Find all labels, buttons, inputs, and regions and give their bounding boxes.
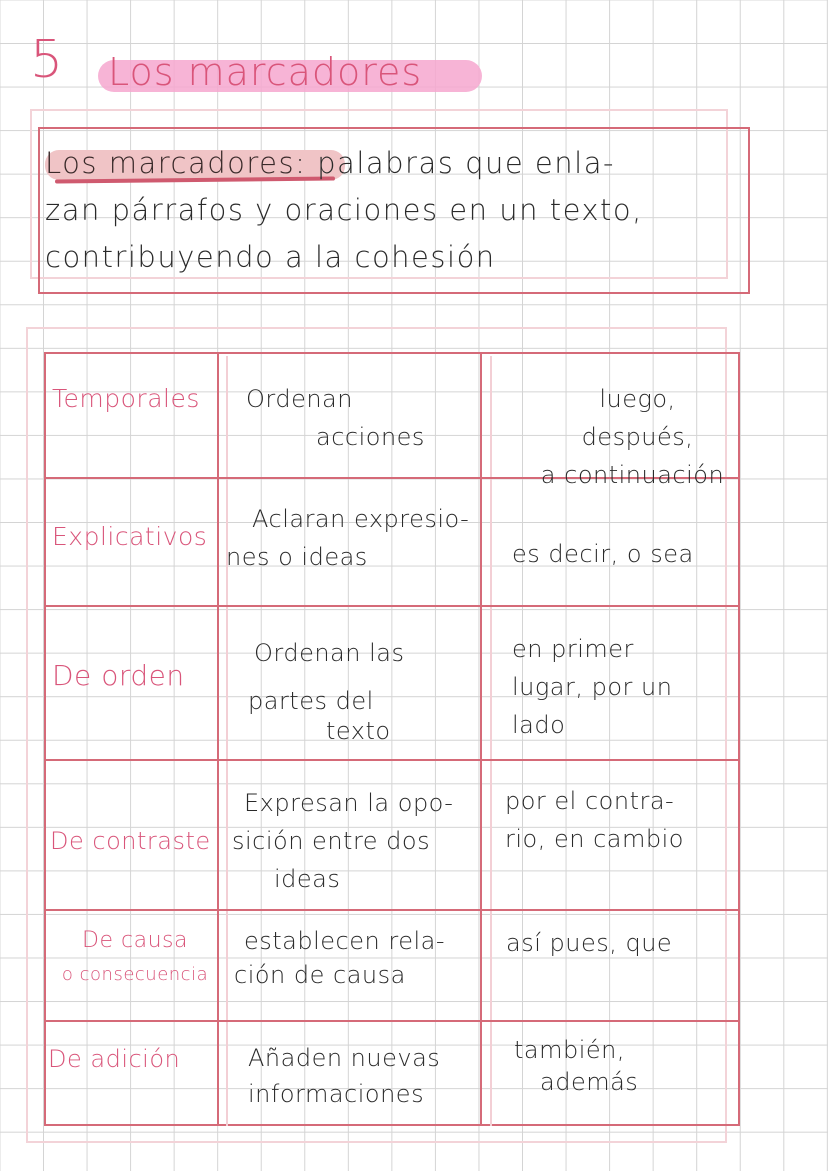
column-divider-2-shadow: [490, 356, 492, 1126]
type-line: o consecuencia: [61, 964, 209, 985]
function-line: establecen rela-: [244, 927, 445, 955]
examples-line: es decir, o sea: [512, 540, 694, 568]
definition-line-text: palabras que enla-: [317, 146, 615, 180]
table-row-3-type: De orden: [52, 659, 185, 692]
row-divider-5: [44, 1020, 740, 1022]
examples-line: rio, en cambio: [505, 825, 684, 853]
table-row-6-examples: [514, 1034, 714, 1098]
function-line: Añaden nuevas: [248, 1044, 441, 1072]
table-row-5-examples: [506, 924, 734, 962]
function-line: acciones: [316, 423, 425, 451]
definition-term: Los marcadores: [45, 146, 296, 180]
table-row-6-function: [248, 1040, 476, 1112]
examples-line: a continuación: [540, 461, 725, 489]
table-row-1-function: [246, 380, 474, 456]
examples-line: también,: [514, 1036, 626, 1064]
table-row-2-type: Explicativos: [52, 522, 208, 551]
table-row-3-function: [248, 634, 476, 750]
table-row-3-examples: [512, 630, 732, 744]
row-divider-3: [44, 759, 740, 761]
function-line: Aclaran expresio-: [252, 505, 470, 533]
examples-line: en primer: [512, 635, 634, 663]
definition-line-1: [45, 140, 745, 187]
examples-line: lado: [512, 711, 566, 739]
function-line: informaciones: [248, 1080, 425, 1108]
table-row-4-examples: [505, 782, 735, 858]
section-number: 5: [30, 30, 64, 90]
function-line: ción de causa: [234, 961, 406, 989]
table-row-6-type: De adición: [48, 1045, 181, 1073]
table-row-2-examples: [512, 535, 732, 573]
type-line: De causa: [82, 928, 188, 953]
table-row-1-type: Temporales: [52, 384, 200, 413]
row-divider-2: [44, 605, 740, 607]
examples-line: luego, después,: [581, 385, 694, 451]
function-line: Ordenan: [246, 385, 353, 413]
function-line: Ordenan las: [254, 639, 405, 667]
definition-line-3: contribuyendo a la cohesión: [45, 240, 496, 274]
examples-line: además: [540, 1068, 639, 1096]
definition-text: [45, 140, 745, 281]
table-row-4-type: De contraste: [50, 827, 211, 855]
column-divider-1-shadow: [226, 356, 228, 1126]
column-divider-1: [217, 352, 219, 1126]
definition-line-2: zan párrafos y oraciones en un texto,: [45, 193, 643, 227]
table-row-1-examples: [530, 380, 735, 494]
table-row-2-function: [226, 500, 476, 576]
definition-separator: :: [295, 146, 307, 180]
column-divider-2: [480, 352, 482, 1126]
function-line: partes del: [248, 687, 374, 715]
function-line: nes o ideas: [226, 543, 368, 571]
table-row-5-function: [234, 924, 478, 992]
page-title: Los marcadores: [108, 50, 423, 94]
examples-line: por el contra-: [505, 787, 675, 815]
function-line: sición entre dos: [232, 827, 431, 855]
table-row-4-function: [232, 784, 478, 898]
function-line: ideas: [274, 865, 341, 893]
table-row-5-type: [52, 924, 218, 992]
examples-line: así pues, que: [506, 929, 673, 957]
function-line: Expresan la opo-: [244, 789, 454, 817]
examples-line: lugar, por un: [512, 673, 673, 701]
function-line: texto: [326, 717, 391, 745]
row-divider-4: [44, 909, 740, 911]
